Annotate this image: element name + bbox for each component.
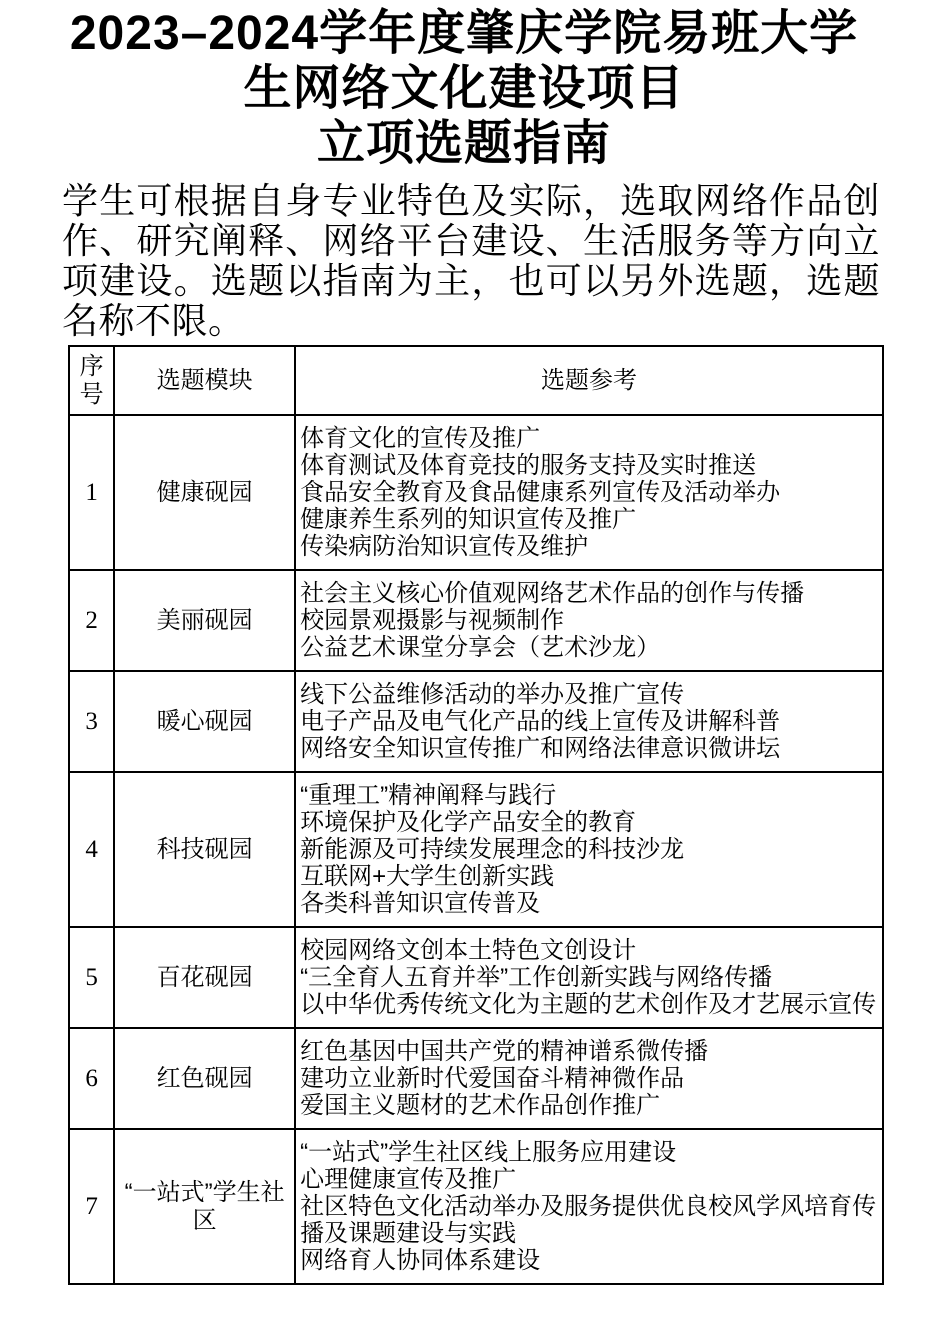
page-title xyxy=(0,0,928,171)
topic-line: 线下公益维修活动的举办及推广宣传 xyxy=(300,681,685,708)
row-number: 4 xyxy=(69,772,114,927)
topic-line: “一站式”学生社区线上服务应用建设 xyxy=(300,1139,677,1166)
topic-line: 建功立业新时代爱国奋斗精神微作品 xyxy=(300,1065,685,1092)
topic-list xyxy=(295,1129,883,1284)
module-name: 暖心砚园 xyxy=(114,671,295,772)
module-name: 红色砚园 xyxy=(114,1028,295,1129)
topic-line: 体育文化的宣传及推广 xyxy=(300,425,541,452)
module-name: “一站式”学生社区 xyxy=(114,1129,295,1284)
topic-list xyxy=(295,671,883,772)
topic-list xyxy=(295,415,883,570)
topic-line: 校园网络文创本土特色文创设计 xyxy=(300,937,637,964)
topic-line: 健康养生系列的知识宣传及推广 xyxy=(300,506,637,533)
table-row xyxy=(69,927,883,1028)
table-row xyxy=(69,570,883,671)
row-number: 2 xyxy=(69,570,114,671)
table-body xyxy=(69,415,883,1284)
topic-list xyxy=(295,927,883,1028)
title-line-3: 立项选题指南 xyxy=(316,117,611,170)
title-line-1: 2023–2024学年度肇庆学院易班大学 xyxy=(69,7,859,60)
intro-paragraph: 学生可根据自身专业特色及实际，选取网络作品创作、研究阐释、网络平台建设、生活服务等方向立项建设。选题以指南为主，也可以另外选题，选题名称不限。 xyxy=(62,180,880,341)
topic-line: 红色基因中国共产党的精神谱系微传播 xyxy=(300,1038,709,1065)
topic-line: 校园景观摄影与视频制作 xyxy=(300,607,565,634)
topic-line: 网络育人协同体系建设 xyxy=(300,1247,541,1274)
topic-line: “三全育人五育并举”工作创新实践与网络传播 xyxy=(300,964,773,991)
table-row xyxy=(69,671,883,772)
topic-line: 各类科普知识宣传普及 xyxy=(300,890,541,917)
table-row xyxy=(69,415,883,570)
table-row xyxy=(69,772,883,927)
table-header-reference: 选题参考 xyxy=(295,346,883,415)
topic-line: 环境保护及化学产品安全的教育 xyxy=(300,809,637,836)
table-header-row xyxy=(69,346,883,415)
topic-line: 新能源及可持续发展理念的科技沙龙 xyxy=(300,836,685,863)
topic-line: 电子产品及电气化产品的线上宣传及讲解科普 xyxy=(300,708,781,735)
topic-line: 体育测试及体育竞技的服务支持及实时推送 xyxy=(300,452,757,479)
topic-list xyxy=(295,570,883,671)
module-name: 美丽砚园 xyxy=(114,570,295,671)
module-name: 科技砚园 xyxy=(114,772,295,927)
topic-line: 心理健康宣传及推广 xyxy=(300,1166,517,1193)
topic-line: 社区特色文化活动举办及服务提供优良校风学风培育传播及课题建设与实践 xyxy=(300,1193,877,1247)
topic-line: 互联网+大学生创新实践 xyxy=(300,863,555,890)
topic-line: 公益艺术课堂分享会（艺术沙龙） xyxy=(300,634,661,661)
table-header xyxy=(69,346,883,415)
title-line-2: 生网络文化建设项目 xyxy=(243,62,685,115)
topic-line: 传染病防治知识宣传及维护 xyxy=(300,533,589,560)
row-number: 7 xyxy=(69,1129,114,1284)
topic-list xyxy=(295,772,883,927)
topic-line: 食品安全教育及食品健康系列宣传及活动举办 xyxy=(300,479,781,506)
topics-table xyxy=(68,345,884,1285)
row-number: 6 xyxy=(69,1028,114,1129)
topic-list xyxy=(295,1028,883,1129)
row-number: 3 xyxy=(69,671,114,772)
topic-line: 网络安全知识宣传推广和网络法律意识微讲坛 xyxy=(300,735,781,762)
topic-line: 以中华优秀传统文化为主题的艺术创作及才艺展示宣传 xyxy=(300,991,877,1018)
table-header-number: 序号 xyxy=(69,346,114,415)
module-name: 健康砚园 xyxy=(114,415,295,570)
topic-line: 爱国主义题材的艺术作品创作推广 xyxy=(300,1092,661,1119)
row-number: 5 xyxy=(69,927,114,1028)
table-row xyxy=(69,1129,883,1284)
topic-line: “重理工”精神阐释与践行 xyxy=(300,782,557,809)
table-header-module: 选题模块 xyxy=(114,346,295,415)
module-name: 百花砚园 xyxy=(114,927,295,1028)
row-number: 1 xyxy=(69,415,114,570)
table-row xyxy=(69,1028,883,1129)
topic-line: 社会主义核心价值观网络艺术作品的创作与传播 xyxy=(300,580,805,607)
